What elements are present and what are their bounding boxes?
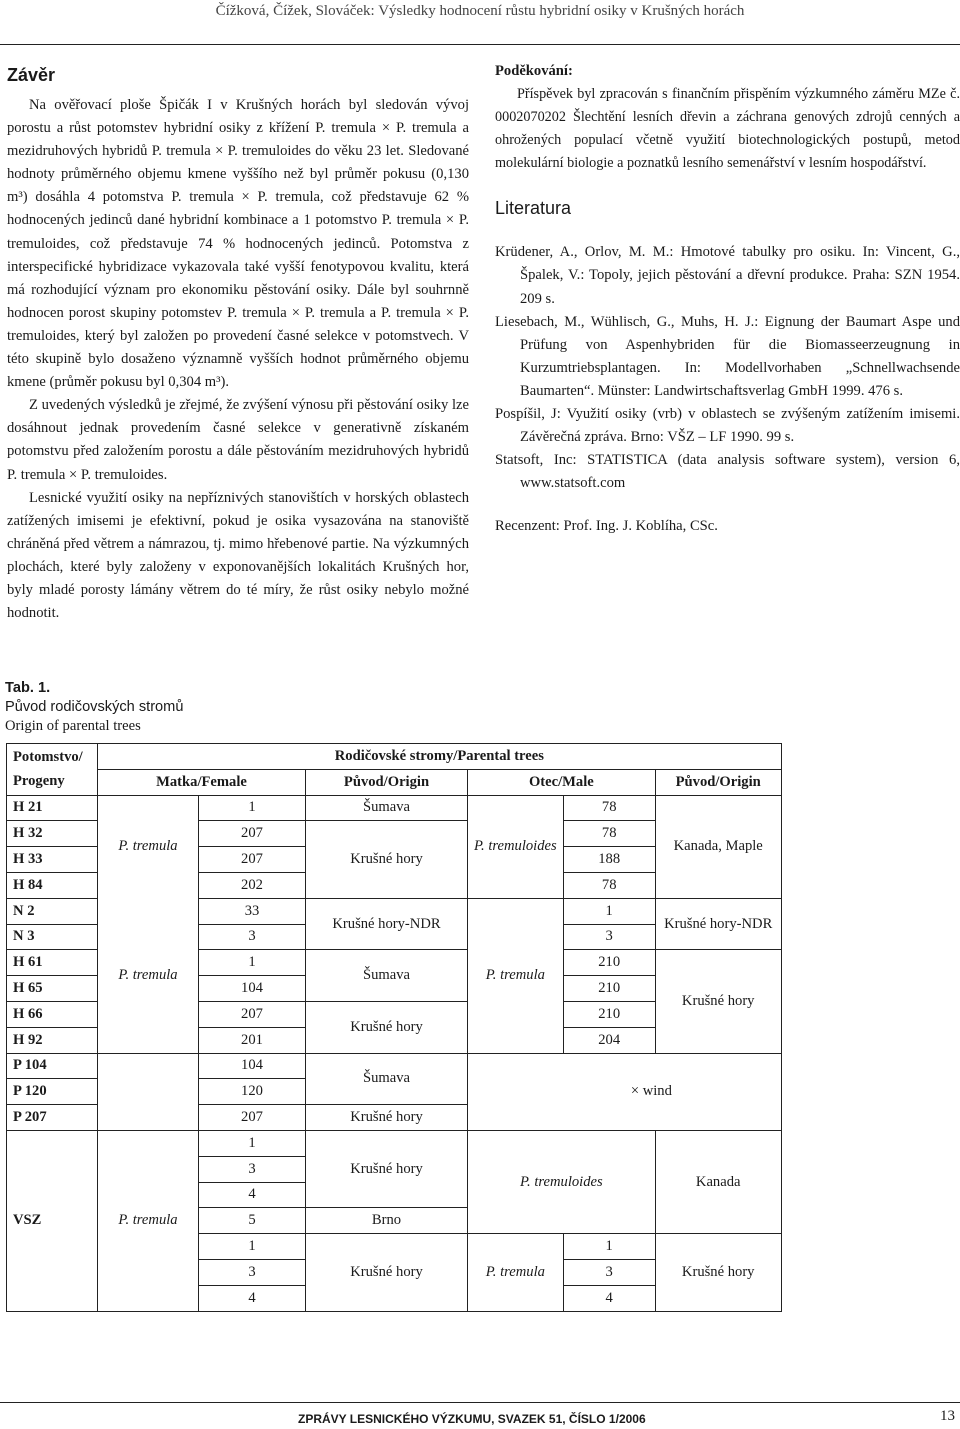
header-progeny: Potomstvo/ Progeny — [7, 744, 98, 796]
species-cell: P. tremula — [118, 838, 178, 855]
table-row — [7, 898, 782, 924]
female-cell: 120 — [199, 1079, 306, 1105]
progeny-cell: H 61 — [7, 950, 98, 976]
female-cell: 5 — [199, 1208, 306, 1234]
male-cell: 4 — [563, 1285, 655, 1311]
table-caption — [5, 679, 183, 736]
female-cell: 1 — [199, 1130, 306, 1156]
origin-cell: Krušné hory — [655, 1234, 781, 1311]
species-cell: P. tremula — [485, 967, 545, 984]
reference-item: Liesebach, M., Wühlisch, G., Muhs, H. J.: Eignung der Baumart Aspe und Prüfung von Aspenhybriden für die Biomasseerzeugnung in Kurzumtriebsplantagen. In: Modellvorhaben „Schnellwachsende Baumarten“. Münster: Landwirtschaftsverlag GmbH 1999. 476 s. — [495, 313, 960, 399]
male-cell: 78 — [563, 872, 655, 898]
conclusion-paragraph-1: Na ověřovací ploše Špičák I v Krušných horách byl sledován vývoj porostu a růst potomstev hybridní osiky z křížení P. tremula × P. tremula a mezidruhových hybridů P. tremula × P. tremuloides do věku 23 let. Sledované hodnoty průměrného objemu kmene vyššího než byl průměr pokusu (0,130 m³) dosáhla 4 potomstva P. tremula × P. tremula, což představuje 62 % hodnocených jedinců dané hybridní kombinace a 1 potomstvo P. tremula × P. tremuloides, což představuje 74 % hodnocených jedinců. Potomstva z interspecifické hybridizace vykazovala také vyšší fenotypovou kvalitu, která má rozhodující význam pro ekonomiku pěstování osiky. Dále byl souhrnně hodnocen porost skupiny potomstev P. tremula × P. tremula a P. tremula × P. tremuloides, který byl založen po provedení časné selekce v potomstvech. V této skupině bylo dosaženo významně vyšších hodnot průměrného objemu kmene (průměr pokusu byl 0,304 m³). — [7, 97, 469, 391]
origin-cell: Kanada, Maple — [655, 795, 781, 898]
origin-cell: Šumava — [306, 1053, 468, 1105]
reference-item: Pospíšil, J: Využití osiky (vrb) v oblastech se zvýšeným zatížením imisemi. Závěrečná zpráva. Brno: VŠZ – LF 1990. 99 s. — [495, 406, 960, 446]
origin-cell: Krušné hory — [306, 1001, 468, 1053]
progeny-cell: P 207 — [7, 1105, 98, 1131]
journal-name: ZPRÁVY LESNICKÉHO VÝZKUMU, SVAZEK 51, ČÍSLO 1/2006 — [298, 1412, 646, 1426]
female-cell: 207 — [199, 1105, 306, 1131]
male-cell: 210 — [563, 1001, 655, 1027]
origin-cell: Krušné hory — [306, 1105, 468, 1131]
conclusion-paragraph-3: Lesnické využití osiky na nepříznivých stanovištích v horských oblastech zatížených imisemi je efektivní, pokud je osika vysazována na stanoviště chráněná před větrem a námrazou, tj. mimo hřebenové partie. Na výzkumných plochách, které byly založeny v exponovanějších lokalitách Krušných hor, byly mladé porosty lámány větrem do té míry, že růst osiky nebylo možné hodnotit. — [7, 489, 469, 622]
female-cell: 3 — [199, 1259, 306, 1285]
female-cell: 207 — [199, 821, 306, 847]
female-cell: 207 — [199, 1001, 306, 1027]
reference-item: Krüdener, A., Orlov, M. M.: Hmotové tabulky pro osiku. In: Vincent, G., Špalek, V.: Topoly, jejich pěstování a dřevní produkce. Praha: SZN 1954. 209 s. — [495, 244, 960, 307]
conclusion-title: Závěr — [7, 65, 56, 85]
male-cell: 188 — [563, 847, 655, 873]
female-cell: 1 — [199, 950, 306, 976]
header-origin-female: Původ/Origin — [306, 769, 468, 795]
origin-cell: Krušné hory-NDR — [306, 898, 468, 950]
species-cell: P. tremuloides — [474, 838, 557, 855]
origin-cell: Krušné hory — [655, 950, 781, 1053]
progeny-cell: P 104 — [7, 1053, 98, 1079]
header-male: Otec/Male — [468, 769, 656, 795]
literature-title: Literatura — [495, 198, 572, 219]
female-cell: 104 — [199, 1053, 306, 1079]
female-cell: 202 — [199, 872, 306, 898]
male-cell: 3 — [563, 1259, 655, 1285]
female-cell: 207 — [199, 847, 306, 873]
origin-cell: Šumava — [306, 795, 468, 821]
female-cell: 3 — [199, 924, 306, 950]
male-cell: 1 — [563, 1234, 655, 1260]
acknowledgement-text: Příspěvek byl zpracován s finančním přispěním výzkumného záměru MZe č. 0002070202 Šlechtění lesních dřevin a záchrana genových zdrojů cenných a ohrožených populací včetně využití biotechnologických postupů, metod molekulární biologie a poznatků lesního semenářství v lesním hospodářství. — [495, 86, 960, 172]
progeny-cell: P 120 — [7, 1079, 98, 1105]
male-cell: 78 — [563, 795, 655, 821]
header-origin-male: Původ/Origin — [655, 769, 781, 795]
acknowledgement-title: Poděkování: — [495, 63, 573, 79]
table-row — [7, 1130, 782, 1156]
conclusion-paragraph-2: Z uvedených výsledků je zřejmé, že zvýšení výnosu při pěstování osiky lze dosáhnout jednak provedením časné selekce v generativně získaném potomstvu před založením porostu a dále pěstováním mezidruhových hybridů P. tremula × P. tremuloides. — [7, 397, 469, 483]
female-cell: 33 — [199, 898, 306, 924]
origin-cell: Kanada — [655, 1130, 781, 1233]
male-cell: 204 — [563, 1027, 655, 1053]
female-cell: 4 — [199, 1182, 306, 1208]
right-column — [495, 60, 960, 539]
male-cell: 210 — [563, 950, 655, 976]
progeny-cell: H 65 — [7, 976, 98, 1002]
female-cell: 1 — [199, 795, 306, 821]
wind-cell: × wind — [468, 1053, 782, 1130]
male-cell: 1 — [563, 898, 655, 924]
male-cell: 78 — [563, 821, 655, 847]
footer-rule — [0, 1402, 960, 1403]
reference-item: Statsoft, Inc: STATISTICA (data analysis software system), version 6, www.statsoft.com — [495, 452, 960, 492]
progeny-cell: H 84 — [7, 872, 98, 898]
parental-trees-table — [6, 743, 782, 1312]
female-cell: 201 — [199, 1027, 306, 1053]
male-cell: 3 — [563, 924, 655, 950]
reference-list — [495, 241, 960, 495]
male-cell: 210 — [563, 976, 655, 1002]
origin-cell: Brno — [306, 1208, 468, 1234]
origin-cell: Krušné hory — [306, 1234, 468, 1311]
header-parental-trees: Rodičovské stromy/Parental trees — [98, 744, 782, 770]
page-number: 13 — [940, 1408, 955, 1424]
female-cell: 104 — [199, 976, 306, 1002]
female-cell: 3 — [199, 1156, 306, 1182]
species-cell: P. tremuloides — [520, 1173, 603, 1190]
running-head: Čížková, Čížek, Slováček: Výsledky hodnocení růstu hybridní osiky v Krušných horách — [215, 3, 745, 19]
progeny-cell: H 92 — [7, 1027, 98, 1053]
female-cell: 4 — [199, 1285, 306, 1311]
species-cell: P. tremula — [118, 966, 178, 983]
left-column — [7, 60, 469, 625]
header-rule — [0, 44, 960, 45]
progeny-cell: H 33 — [7, 847, 98, 873]
table-title-en: Origin of parental trees — [5, 718, 141, 734]
table-label: Tab. 1. — [5, 680, 51, 696]
origin-cell: Šumava — [306, 950, 468, 1002]
table-row — [7, 1053, 782, 1079]
progeny-cell: N 2 — [7, 898, 98, 924]
progeny-cell: H 32 — [7, 821, 98, 847]
female-cell: 1 — [199, 1234, 306, 1260]
progeny-cell: N 3 — [7, 924, 98, 950]
progeny-cell: H 21 — [7, 795, 98, 821]
origin-cell: Krušné hory — [306, 1130, 468, 1207]
progeny-cell: VSZ — [7, 1130, 98, 1311]
header-female: Matka/Female — [98, 769, 306, 795]
species-cell: P. tremula — [118, 1212, 178, 1229]
progeny-cell: H 66 — [7, 1001, 98, 1027]
reviewer: Recenzent: Prof. Ing. J. Koblíha, CSc. — [495, 518, 718, 535]
origin-cell: Krušné hory-NDR — [655, 898, 781, 950]
origin-cell: Krušné hory — [306, 821, 468, 898]
table-row — [7, 795, 782, 821]
table-title-cz: Původ rodičovských stromů — [5, 699, 184, 715]
species-cell: P. tremula — [485, 1263, 545, 1280]
